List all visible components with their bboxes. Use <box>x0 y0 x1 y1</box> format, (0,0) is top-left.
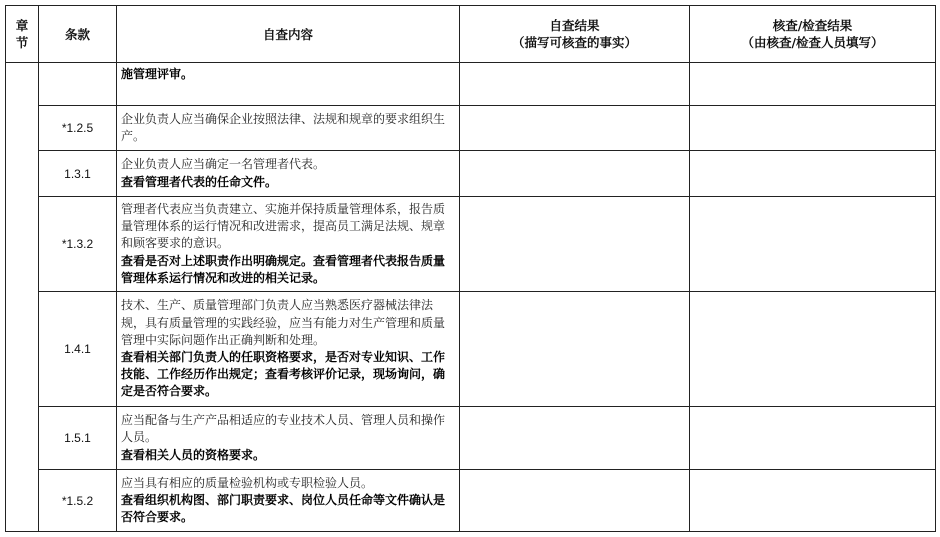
self-result-cell[interactable] <box>460 106 690 151</box>
review-result-cell[interactable] <box>690 292 936 407</box>
review-result-note: （由核查/检查人员填写） <box>741 35 884 50</box>
table-row <box>6 63 936 106</box>
clause-cell <box>39 63 117 106</box>
review-result-title: 核查/检查结果 <box>772 18 853 33</box>
chapter-cell <box>6 63 39 532</box>
chapter-header-line-2: 节 <box>15 35 29 50</box>
self-result-cell[interactable] <box>460 151 690 197</box>
content-cell <box>117 151 460 197</box>
self-result-cell[interactable] <box>460 63 690 106</box>
check-method-text: 查看管理者代表的任命文件。 <box>121 174 278 189</box>
table-row <box>6 470 936 532</box>
self-result-cell[interactable] <box>460 407 690 470</box>
clause-cell: 1.5.1 <box>39 407 117 470</box>
clause-cell: 1.4.1 <box>39 292 117 407</box>
table-row <box>6 292 936 407</box>
content-cell <box>117 470 460 532</box>
table-row <box>6 407 936 470</box>
clause-cell: 1.3.1 <box>39 151 117 197</box>
check-method-text: 查看相关人员的资格要求。 <box>121 447 266 462</box>
self-result-note: （描写可核查的事实） <box>511 35 637 50</box>
content-cell <box>117 407 460 470</box>
table-row <box>6 197 936 292</box>
table-row <box>6 151 936 197</box>
self-result-header <box>460 6 690 63</box>
self-result-cell[interactable] <box>460 197 690 292</box>
content-header: 自查内容 <box>117 6 460 63</box>
review-result-cell[interactable] <box>690 197 936 292</box>
review-result-cell[interactable] <box>690 63 936 106</box>
check-method-text: 查看是否对上述职责作出明确规定。查看管理者代表报告质量管理体系运行情况和改进的相关记录。 <box>121 253 446 285</box>
requirement-text: 企业负责人应当确定一名管理者代表。 <box>121 157 326 172</box>
review-result-cell[interactable] <box>690 470 936 532</box>
content-cell <box>117 197 460 292</box>
clause-header: 条款 <box>39 6 117 63</box>
content-cell <box>117 292 460 407</box>
content-cell <box>117 106 460 151</box>
requirement-text: 应当配备与生产产品相适应的专业技术人员、管理人员和操作人员。 <box>121 413 446 445</box>
self-result-cell[interactable] <box>460 292 690 407</box>
clause-cell: *1.3.2 <box>39 197 117 292</box>
clause-cell: *1.5.2 <box>39 470 117 532</box>
review-result-cell[interactable] <box>690 106 936 151</box>
header-row <box>6 6 936 63</box>
table-row <box>6 106 936 151</box>
requirement-text: 技术、生产、质量管理部门负责人应当熟悉医疗器械法律法规，具有质量管理的实践经验，应当有能力对生产管理和质量管理中实际问题作出正确判断和处理。 <box>121 298 446 347</box>
check-method-text: 查看组织机构图、部门职责要求、岗位人员任命等文件确认是否符合要求。 <box>121 492 446 525</box>
chapter-header-line-1: 章 <box>15 18 29 33</box>
requirement-text: 管理者代表应当负责建立、实施并保持质量管理体系，报告质量管理体系的运行情况和改进需求，提高员工满足法规、规章和顾客要求的意识。 <box>121 201 446 251</box>
requirement-text: 企业负责人应当确保企业按照法律、法规和规章的要求组织生产。 <box>121 111 446 143</box>
chapter-header <box>6 6 39 63</box>
review-result-cell[interactable] <box>690 151 936 197</box>
self-result-title: 自查结果 <box>549 18 600 33</box>
review-result-cell[interactable] <box>690 407 936 470</box>
review-result-header <box>690 6 936 63</box>
self-inspection-table <box>5 5 936 532</box>
check-method-text: 施管理评审。 <box>121 67 194 81</box>
requirement-text: 应当具有相应的质量检验机构或专职检验人员。 <box>121 475 374 490</box>
self-result-cell[interactable] <box>460 470 690 532</box>
check-method-text: 查看相关部门负责人的任职资格要求，是否对专业知识、工作技能、工作经历作出规定；查看考核评价记录，现场询问，确定是否符合要求。 <box>121 350 446 399</box>
content-cell <box>117 63 460 106</box>
clause-cell: *1.2.5 <box>39 106 117 151</box>
